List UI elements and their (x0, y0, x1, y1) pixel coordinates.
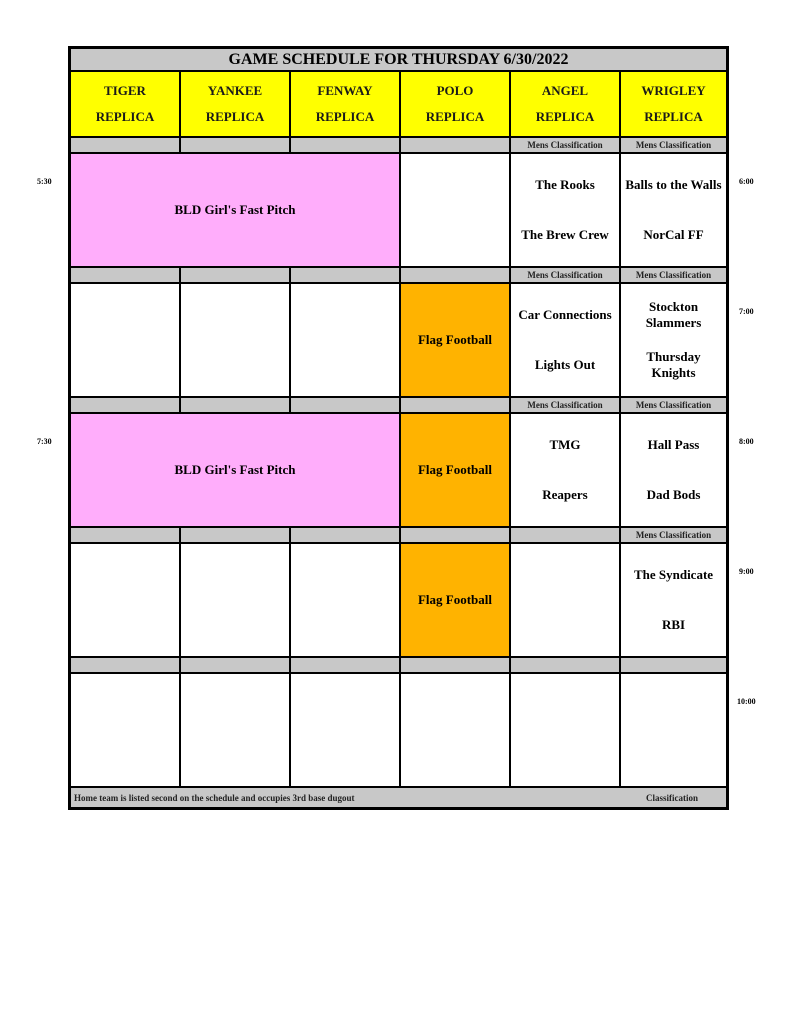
empty-slot (400, 153, 510, 267)
classification-bar (180, 397, 290, 413)
classification-label: Mens Classification (620, 397, 727, 413)
classification-bar (180, 527, 290, 543)
empty-slot (180, 283, 290, 397)
classification-bar (180, 267, 290, 283)
girls-fast-pitch-block: BLD Girl's Fast Pitch (70, 153, 400, 267)
away-team: Car Connections (518, 307, 612, 322)
field-header-yankee (180, 71, 290, 137)
classification-bar (70, 137, 180, 153)
field-header-polo (400, 71, 510, 137)
away-team: Balls to the Walls (625, 177, 722, 192)
away-team: Stockton Slammers (645, 299, 702, 330)
game-slot-angel-600 (510, 153, 620, 267)
field-header-fenway (290, 71, 400, 137)
classification-bar (400, 267, 510, 283)
field-header-wrigley (620, 71, 727, 137)
flag-football-block: Flag Football (400, 543, 510, 657)
classification-label: Mens Classification (620, 527, 727, 543)
field-name: YANKEE (207, 83, 263, 98)
game-slot-angel-700 (510, 283, 620, 397)
away-team: The Syndicate (633, 567, 714, 582)
game-slot-wrigley-600 (620, 153, 727, 267)
empty-slot (400, 673, 510, 787)
classification-label: Mens Classification (620, 137, 727, 153)
field-sub: REPLICA (205, 109, 265, 124)
time-label-left: 5:30 (37, 177, 52, 186)
empty-slot (290, 283, 400, 397)
field-sub: REPLICA (425, 109, 485, 124)
classification-bar (400, 657, 510, 673)
classification-label: Mens Classification (620, 267, 727, 283)
schedule-title: GAME SCHEDULE FOR THURSDAY 6/30/2022 (70, 48, 727, 71)
field-sub: REPLICA (535, 109, 595, 124)
classification-bar (70, 527, 180, 543)
classification-bar (180, 137, 290, 153)
home-team: Thursday Knights (646, 349, 701, 380)
away-team: TMG (549, 437, 581, 452)
field-name: FENWAY (317, 83, 373, 98)
classification-bar (400, 527, 510, 543)
time-label-right: 7:00 (739, 307, 754, 316)
classification-bar (510, 657, 620, 673)
classification-label: Mens Classification (510, 397, 620, 413)
classification-bar (70, 397, 180, 413)
home-team: Lights Out (534, 357, 596, 372)
away-team: The Rooks (535, 177, 595, 192)
empty-slot (70, 543, 180, 657)
classification-label: Mens Classification (510, 267, 620, 283)
game-slot-wrigley-900 (620, 543, 727, 657)
field-sub: REPLICA (644, 109, 703, 124)
game-slot-wrigley-700 (620, 283, 727, 397)
schedule-table (68, 46, 729, 810)
girls-fast-pitch-block: BLD Girl's Fast Pitch (70, 413, 400, 527)
flag-football-block: Flag Football (400, 413, 510, 527)
classification-bar (400, 137, 510, 153)
field-header-tiger (70, 71, 180, 137)
empty-slot (620, 673, 727, 787)
home-team: RBI (661, 617, 686, 632)
classification-bar (620, 657, 727, 673)
game-slot-wrigley-800 (620, 413, 727, 527)
classification-bar (180, 657, 290, 673)
schedule-footer (70, 787, 727, 808)
empty-slot (70, 673, 180, 787)
empty-slot (510, 543, 620, 657)
footer-label: Classification (646, 792, 699, 803)
home-team: NorCal FF (643, 227, 704, 242)
classification-bar (510, 527, 620, 543)
empty-slot (290, 673, 400, 787)
time-label-right: 8:00 (739, 437, 754, 446)
away-team: Hall Pass (647, 437, 700, 452)
time-label-right: 9:00 (739, 567, 754, 576)
time-label-right: 10:00 (737, 697, 756, 706)
classification-bar (290, 137, 400, 153)
empty-slot (180, 543, 290, 657)
classification-label: Mens Classification (510, 137, 620, 153)
classification-bar (290, 527, 400, 543)
field-sub: REPLICA (315, 109, 375, 124)
field-name: POLO (436, 83, 474, 98)
empty-slot (70, 283, 180, 397)
classification-bar (70, 267, 180, 283)
home-team: The Brew Crew (521, 227, 609, 242)
empty-slot (290, 543, 400, 657)
footer-note: Home team is listed second on the schedule and occupies 3rd base dugout (74, 792, 355, 803)
field-name: TIGER (104, 83, 146, 98)
classification-bar (290, 397, 400, 413)
field-sub: REPLICA (95, 109, 155, 124)
empty-slot (510, 673, 620, 787)
classification-bar (290, 267, 400, 283)
time-label-right: 6:00 (739, 177, 754, 186)
game-slot-angel-800 (510, 413, 620, 527)
classification-bar (290, 657, 400, 673)
classification-bar (70, 657, 180, 673)
field-name: ANGEL (541, 83, 589, 98)
time-label-left: 7:30 (37, 437, 52, 446)
flag-football-block: Flag Football (400, 283, 510, 397)
home-team: Reapers (542, 487, 588, 502)
empty-slot (180, 673, 290, 787)
classification-bar (400, 397, 510, 413)
field-header-angel (510, 71, 620, 137)
home-team: Dad Bods (646, 487, 701, 502)
field-name: WRIGLEY (641, 83, 706, 98)
